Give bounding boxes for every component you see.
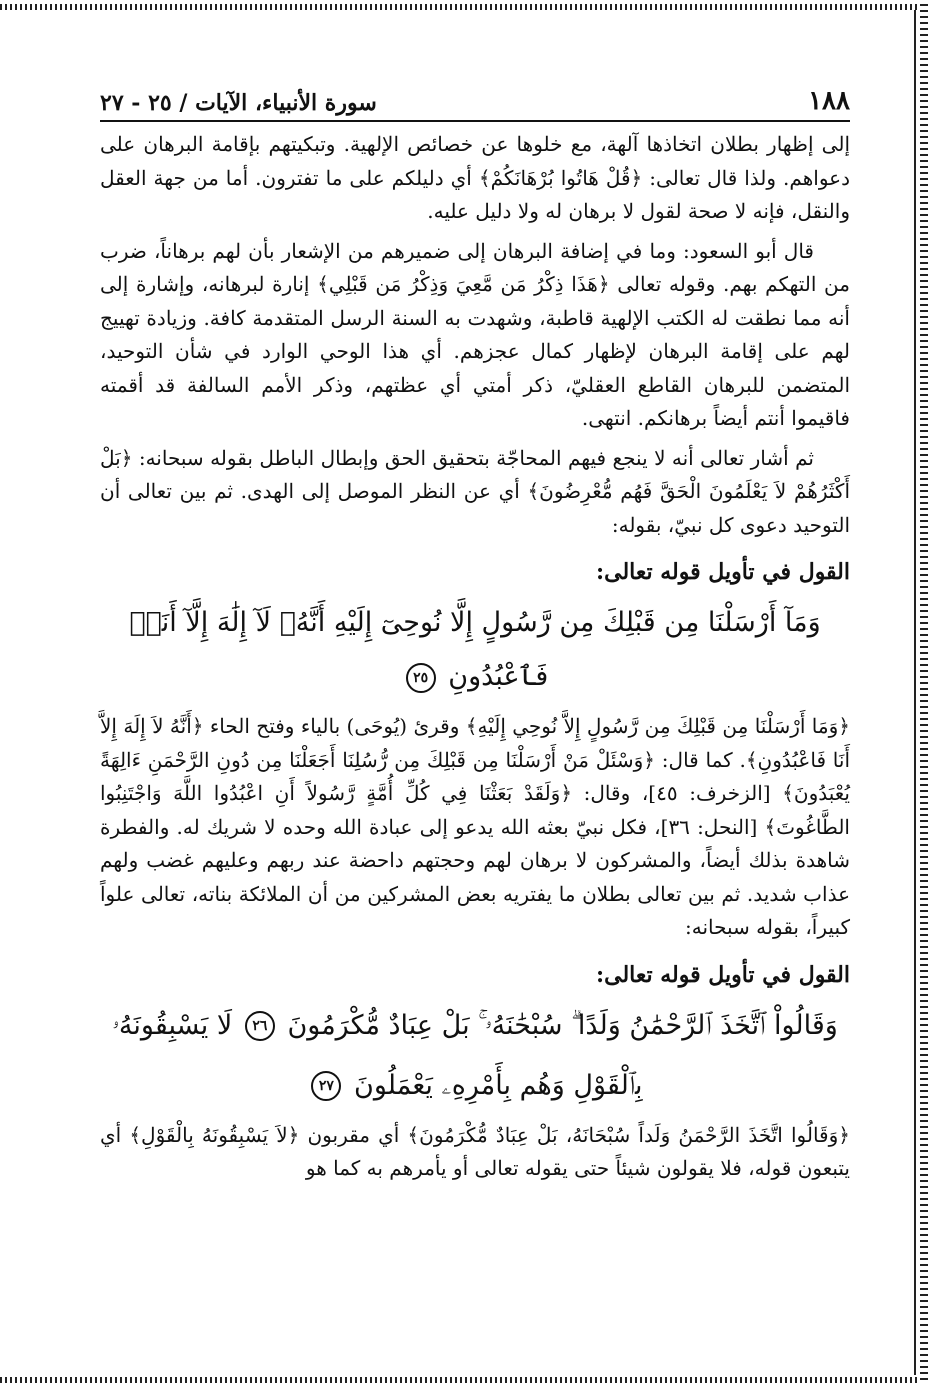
paragraph-4: ﴿وَمَا أَرْسَلْنَا مِن قَبْلِكَ مِن رَّسُولٍ إِلاَّ نُوحِي إِلَيْهِ﴾ وقرئ (يُوحَى) بالياء وفتح الحاء ﴿أَنَّهُ لاَ إِلَهَ إِلاَّ أَنَا فَاعْبُدُونِ﴾. كما قال: ﴿وَسْئَلْ مَنْ أَرْسَلْنَا مِن قَبْلِكَ مِن رُّسُلِنَا أَجَعَلْنَا مِن دُونِ الرَّحْمَنِ ءَالِهَةً يُعْبَدُونَ﴾ [الزخرف: ٤٥]، وقال: ﴿وَلَقَدْ بَعَثْنَا فِي كُلِّ أُمَّةٍ رَّسُولاً أَنِ اعْبُدُوا اللَّهَ وَاجْتَنِبُوا الطَّاغُوتَ﴾ [النحل: ٣٦]، فكل نبيّ بعثه الله يدعو إلى عبادة الله وحده لا شريك له. والفطرة شاهدة بذلك أيضاً، والمشركون لا برهان لهم وحجتهم داحضة عند ربهم وعليهم غضب ولهم عذاب شديد. ثم بين تعالى بطلان ما يفتريه بعض المشركين من أن الملائكة بناته، تعالى علواً كبيراً، بقوله سبحانه:: [100, 714, 850, 939]
verse-text: وَقَالُواْ ٱتَّخَذَ ٱلرَّحْمَٰنُ وَلَدًا ۗ سُبْحَٰنَهُۥ ۚ بَلْ عِبَادٌ مُّكْرَمُونَ: [287, 1009, 838, 1041]
section-heading-1: القول في تأويل قوله تعالى:: [596, 559, 850, 585]
paragraph-3: ثم أشار تعالى أنه لا ينجع فيهم المحاجّة بتحقيق الحق وإبطال الباطل بقوله سبحانه: ﴿بَلْ أَكْثَرُهُمْ لاَ يَعْلَمُونَ الْحَقَّ فَهُم مُّعْرِضُونَ﴾ أي عن النظر الموصل إلى الهدى. ثم بين تعالى أن التوحيد دعوى كل نبيّ، بقوله:: [100, 445, 850, 537]
verse-text-continued: لَا يَسْبِقُونَهُۥ: [112, 1009, 233, 1041]
verse-text: وَمَآ أَرْسَلْنَا مِن قَبْلِكَ مِن رَّسُولٍ إِلَّا نُوحِىٓ إِلَيْهِ أَنَّهُۥ لَآ إِلَٰهَ إِلَّآ أَنَا۠ فَٱعْبُدُونِ: [129, 607, 821, 692]
top-border-ornament: [0, 4, 930, 10]
section-heading-2: القول في تأويل قوله تعالى:: [596, 961, 850, 988]
page-number: ١٨٨: [808, 86, 850, 116]
page-header: [100, 80, 850, 122]
ayah-number-marker: ٢٦: [245, 1011, 275, 1041]
side-border-line: [914, 10, 916, 1375]
quran-verse-27: [100, 1059, 850, 1113]
page-content: [100, 80, 850, 1349]
bottom-border-ornament: [0, 1377, 930, 1383]
running-title: سورة الأنبياء، الآيات / ٢٥ - ٢٧: [100, 90, 377, 116]
paragraph-2: قال أبو السعود: وما في إضافة البرهان إلى ضميرهم من الإشعار بأن لهم برهاناً، ضرب من التهكم بهم. وقوله تعالى ﴿هَذَا ذِكْرُ مَن مَّعِيَ وَذِكْرُ مَن قَبْلِي﴾ إنارة لبرهانه، وإشارة إلى أنه مما نطقت له الكتب الإلهية قاطبة، وشهدت به السنة الرسل المتقدمة كافة. وزيادة تهييج لهم على إقامة البرهان لإظهار كمال عجزهم. أي هذا الوحي الوارد في شأن التوحيد، المتضمن للبرهان القاطع العقليّ، ذكر أمتي أي عظتهم، وذكر الأمم السالفة قد أقمته فاقيموا أنتم أيضاً برهانكم. انتهى.: [100, 238, 850, 430]
ayah-number-marker: ٢٧: [311, 1071, 341, 1101]
ayah-number-marker: ٢٥: [406, 663, 436, 693]
side-border-ornament: [920, 4, 928, 1383]
verse-text: بِٱلْقَوْلِ وَهُم بِأَمْرِهِۦ يَعْمَلُونَ: [354, 1069, 643, 1101]
paragraph-1: إلى إظهار بطلان اتخاذها آلهة، مع خلوها عن خصائص الإلهية. وتبكيتهم بإقامة البرهان على دعواهم. ولذا قال تعالى: ﴿قُلْ هَاتُوا بُرْهَانَكُمْ﴾ أي دليلكم على ما تفترون. أما من جهة العقل والنقل، فإنه لا صحة لقول لا برهان له ولا دليل عليه.: [100, 132, 850, 223]
quran-verse-26: [100, 999, 850, 1053]
paragraph-5: ﴿وَقَالُوا اتَّخَذَ الرَّحْمَنُ وَلَداً سُبْحَانَهُ، بَلْ عِبَادٌ مُّكْرَمُونَ﴾ أي مقربون ﴿لاَ يَسْبِقُونَهُ بِالْقَوْلِ﴾ أي يتبعون قوله، فلا يقولون شيئاً حتى يقوله تعالى أو يأمرهم به كما هو: [100, 1122, 850, 1180]
quran-verse-25: [100, 596, 850, 704]
